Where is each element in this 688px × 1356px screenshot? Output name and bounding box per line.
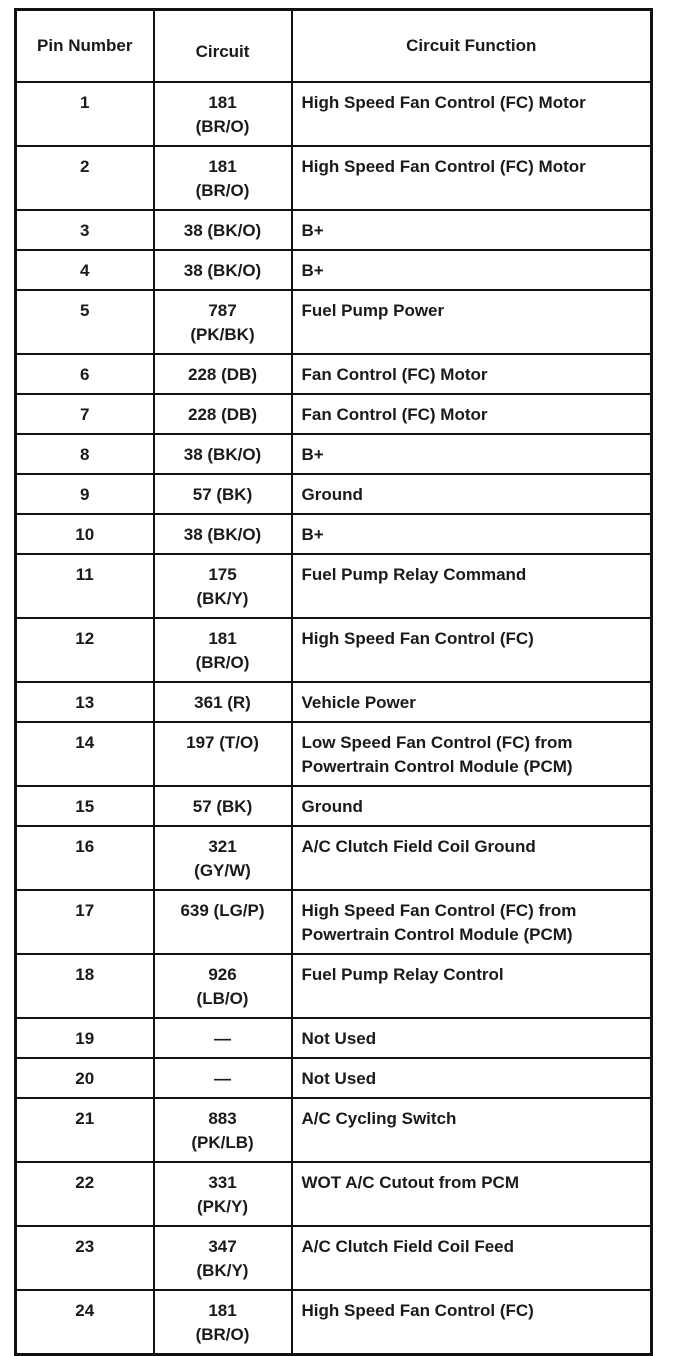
pin-number-cell: 21 — [16, 1098, 154, 1162]
pin-number-cell: 7 — [16, 394, 154, 434]
table-row — [16, 82, 652, 146]
pin-number-cell: 4 — [16, 250, 154, 290]
pin-number-cell: 19 — [16, 1018, 154, 1058]
circuit-function-cell: High Speed Fan Control (FC) — [292, 1290, 652, 1355]
circuit-cell: 38 (BK/O) — [154, 434, 292, 474]
table-body — [16, 82, 652, 1355]
pin-number-cell: 20 — [16, 1058, 154, 1098]
circuit-function-cell: High Speed Fan Control (FC) — [292, 618, 652, 682]
circuit-cell: 321 (GY/W) — [154, 826, 292, 890]
circuit-cell: 38 (BK/O) — [154, 250, 292, 290]
table-row — [16, 786, 652, 826]
table-row — [16, 722, 652, 786]
table-row — [16, 554, 652, 618]
table-row — [16, 954, 652, 1018]
pin-function-table — [14, 8, 653, 1356]
pin-number-cell: 17 — [16, 890, 154, 954]
table-row — [16, 434, 652, 474]
pin-number-cell: 5 — [16, 290, 154, 354]
table-row — [16, 1018, 652, 1058]
table-row — [16, 1290, 652, 1355]
circuit-cell: 181 (BR/O) — [154, 618, 292, 682]
table-row — [16, 618, 652, 682]
pin-number-cell: 9 — [16, 474, 154, 514]
pin-number-cell: 16 — [16, 826, 154, 890]
circuit-function-cell: Fan Control (FC) Motor — [292, 394, 652, 434]
circuit-function-cell: High Speed Fan Control (FC) Motor — [292, 146, 652, 210]
circuit-function-cell: Fuel Pump Power — [292, 290, 652, 354]
table-row — [16, 474, 652, 514]
circuit-function-cell: High Speed Fan Control (FC) Motor — [292, 82, 652, 146]
circuit-function-cell: Vehicle Power — [292, 682, 652, 722]
table-row — [16, 890, 652, 954]
circuit-function-cell: B+ — [292, 250, 652, 290]
pin-number-cell: 12 — [16, 618, 154, 682]
circuit-function-cell: Low Speed Fan Control (FC) from Powertrain Control Module (PCM) — [292, 722, 652, 786]
circuit-cell: — — [154, 1058, 292, 1098]
table-row — [16, 682, 652, 722]
pin-number-cell: 11 — [16, 554, 154, 618]
pin-number-cell: 22 — [16, 1162, 154, 1226]
circuit-cell: 175 (BK/Y) — [154, 554, 292, 618]
pin-number-cell: 23 — [16, 1226, 154, 1290]
table-row — [16, 354, 652, 394]
header-circuit: Circuit — [154, 10, 292, 83]
pin-number-cell: 13 — [16, 682, 154, 722]
circuit-function-cell: A/C Clutch Field Coil Ground — [292, 826, 652, 890]
pin-number-cell: 6 — [16, 354, 154, 394]
circuit-cell: 347 (BK/Y) — [154, 1226, 292, 1290]
circuit-cell: 57 (BK) — [154, 786, 292, 826]
circuit-cell: 883 (PK/LB) — [154, 1098, 292, 1162]
pin-number-cell: 2 — [16, 146, 154, 210]
table-row — [16, 514, 652, 554]
circuit-function-cell: High Speed Fan Control (FC) from Powertrain Control Module (PCM) — [292, 890, 652, 954]
circuit-cell: 181 (BR/O) — [154, 82, 292, 146]
pin-number-cell: 10 — [16, 514, 154, 554]
circuit-cell: 38 (BK/O) — [154, 514, 292, 554]
table-row — [16, 290, 652, 354]
table-row — [16, 146, 652, 210]
circuit-function-cell: Not Used — [292, 1058, 652, 1098]
circuit-function-cell: A/C Clutch Field Coil Feed — [292, 1226, 652, 1290]
circuit-function-cell: B+ — [292, 210, 652, 250]
circuit-function-cell: A/C Cycling Switch — [292, 1098, 652, 1162]
circuit-cell: 228 (DB) — [154, 394, 292, 434]
table-row — [16, 826, 652, 890]
table-row — [16, 250, 652, 290]
circuit-function-cell: Ground — [292, 786, 652, 826]
circuit-function-cell: B+ — [292, 514, 652, 554]
header-pin-number: Pin Number — [16, 10, 154, 83]
pin-number-cell: 18 — [16, 954, 154, 1018]
circuit-cell: 639 (LG/P) — [154, 890, 292, 954]
circuit-cell: 926 (LB/O) — [154, 954, 292, 1018]
circuit-cell: — — [154, 1018, 292, 1058]
circuit-function-cell: Not Used — [292, 1018, 652, 1058]
circuit-function-cell: Fuel Pump Relay Control — [292, 954, 652, 1018]
table-header-row — [16, 10, 652, 83]
circuit-cell: 361 (R) — [154, 682, 292, 722]
table-row — [16, 1058, 652, 1098]
pin-number-cell: 14 — [16, 722, 154, 786]
table-row — [16, 1226, 652, 1290]
table-row — [16, 1162, 652, 1226]
header-circuit-function: Circuit Function — [292, 10, 652, 83]
circuit-function-cell: Ground — [292, 474, 652, 514]
circuit-function-cell: Fan Control (FC) Motor — [292, 354, 652, 394]
circuit-cell: 197 (T/O) — [154, 722, 292, 786]
circuit-cell: 331 (PK/Y) — [154, 1162, 292, 1226]
circuit-function-cell: Fuel Pump Relay Command — [292, 554, 652, 618]
circuit-cell: 38 (BK/O) — [154, 210, 292, 250]
circuit-cell: 787 (PK/BK) — [154, 290, 292, 354]
circuit-cell: 57 (BK) — [154, 474, 292, 514]
pin-number-cell: 3 — [16, 210, 154, 250]
table-row — [16, 394, 652, 434]
circuit-cell: 228 (DB) — [154, 354, 292, 394]
pin-number-cell: 15 — [16, 786, 154, 826]
circuit-cell: 181 (BR/O) — [154, 1290, 292, 1355]
pin-number-cell: 1 — [16, 82, 154, 146]
table-row — [16, 210, 652, 250]
pin-number-cell: 24 — [16, 1290, 154, 1355]
table-row — [16, 1098, 652, 1162]
pin-number-cell: 8 — [16, 434, 154, 474]
circuit-function-cell: B+ — [292, 434, 652, 474]
circuit-cell: 181 (BR/O) — [154, 146, 292, 210]
circuit-function-cell: WOT A/C Cutout from PCM — [292, 1162, 652, 1226]
